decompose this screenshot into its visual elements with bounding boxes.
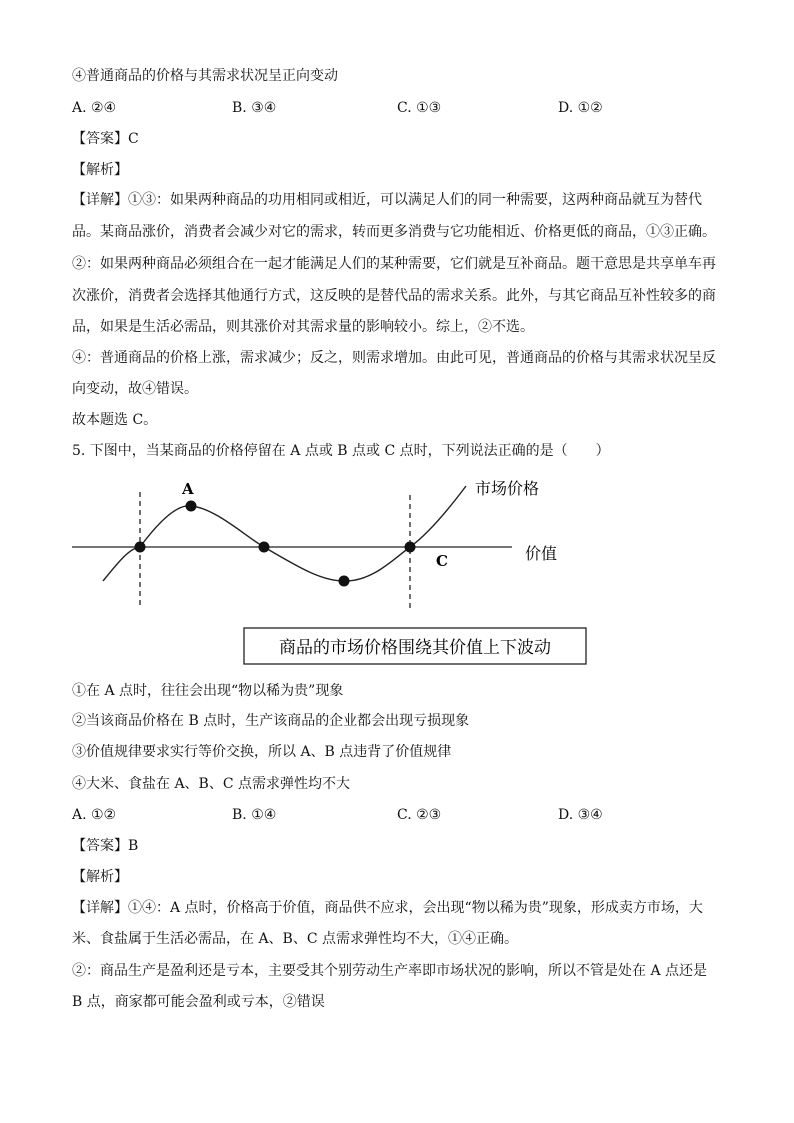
price-value-diagram	[0, 470, 794, 670]
q4-detail-line: 【详解】①③：如果两种商品的功用相同或相近，可以满足人们的同一种需要，这两种商品就互为替代	[72, 192, 702, 208]
point-c	[405, 542, 416, 553]
q4-answer: 【答案】C	[72, 131, 139, 147]
caption-text: 商品的市场价格围绕其价值上下波动	[279, 638, 551, 658]
q4-detail-line: 次涨价，消费者会选择其他通行方式，这反映的是替代品的需求关系。此外，与其它商品互补性较多的商	[72, 288, 716, 304]
q5-option-a: A. ①②	[72, 807, 117, 823]
q5-option-b: B. ①④	[232, 807, 277, 823]
label-c: C	[436, 552, 448, 570]
q5-option-d: D. ③④	[558, 807, 603, 823]
q4-option-a: A. ②④	[72, 100, 117, 116]
point-b	[339, 576, 350, 587]
q4-detail-line: ②：如果两种商品必须组合在一起才能满足人们的某种需要，它们就是互补商品。题干意思是共享单车再	[72, 256, 716, 272]
q4-detail-line: 品，如果是生活必需品，则其涨价对其需求量的影响较小。综上，②不选。	[72, 319, 534, 335]
q4-detail-line: 向变动，故④错误。	[72, 381, 198, 397]
q5-statement-3: ③价值规律要求实行等价交换，所以 A、B 点违背了价值规律	[72, 744, 452, 760]
q4-detail-line: 品。某商品涨价，消费者会减少对它的需求，转而更多消费与它功能相近、价格更低的商品，①③正确。	[72, 224, 716, 240]
market-price-curve	[103, 486, 466, 581]
point-middle-intersection	[259, 542, 270, 553]
label-value: 价值	[525, 544, 558, 563]
q5-question: 5. 下图中，当某商品的价格停留在 A 点或 B 点或 C 点时，下列说法正确的是（ ）	[72, 443, 610, 459]
q4-analysis-label: 【解析】	[72, 162, 128, 178]
q4-option-c: C. ①③	[397, 100, 442, 116]
q4-option-b: B. ③④	[232, 100, 277, 116]
q5-detail-line: 【详解】①④：A 点时，价格高于价值，商品供不应求，会出现“物以稀为贵”现象，形成卖方市场，大	[72, 900, 703, 916]
q4-conclusion: 故本题选 C。	[72, 412, 158, 428]
label-a: A	[182, 480, 194, 498]
q4-detail-line: ④：普通商品的价格上涨，需求减少；反之，则需求增加。由此可见，普通商品的价格与其需求状况呈反	[72, 350, 716, 366]
q5-detail-line: ②：商品生产是盈利还是亏本，主要受其个别劳动生产率即市场状况的影响，所以不管是处在 A 点还是	[72, 963, 708, 979]
q5-analysis-label: 【解析】	[72, 869, 128, 885]
q4-statement-4: ④普通商品的价格与其需求状况呈正向变动	[72, 68, 338, 84]
q4-option-d: D. ①②	[558, 100, 603, 116]
point-a	[186, 501, 197, 512]
q5-answer: 【答案】B	[72, 838, 139, 854]
q5-statement-1: ①在 A 点时，往往会出现“物以稀为贵”现象	[72, 683, 344, 699]
q5-detail-line: 米、食盐属于生活必需品，在 A、B、C 点需求弹性均不大，①④正确。	[72, 931, 519, 947]
label-market-price: 市场价格	[475, 479, 540, 498]
q5-detail-line: B 点，商家都可能会盈利或亏本，②错误	[72, 994, 325, 1010]
q5-statement-2: ②当该商品价格在 B 点时，生产该商品的企业都会出现亏损现象	[72, 713, 470, 729]
q5-option-c: C. ②③	[397, 807, 442, 823]
point-intersection-left	[135, 542, 146, 553]
q5-statement-4: ④大米、食盐在 A、B、C 点需求弹性均不大	[72, 776, 351, 792]
